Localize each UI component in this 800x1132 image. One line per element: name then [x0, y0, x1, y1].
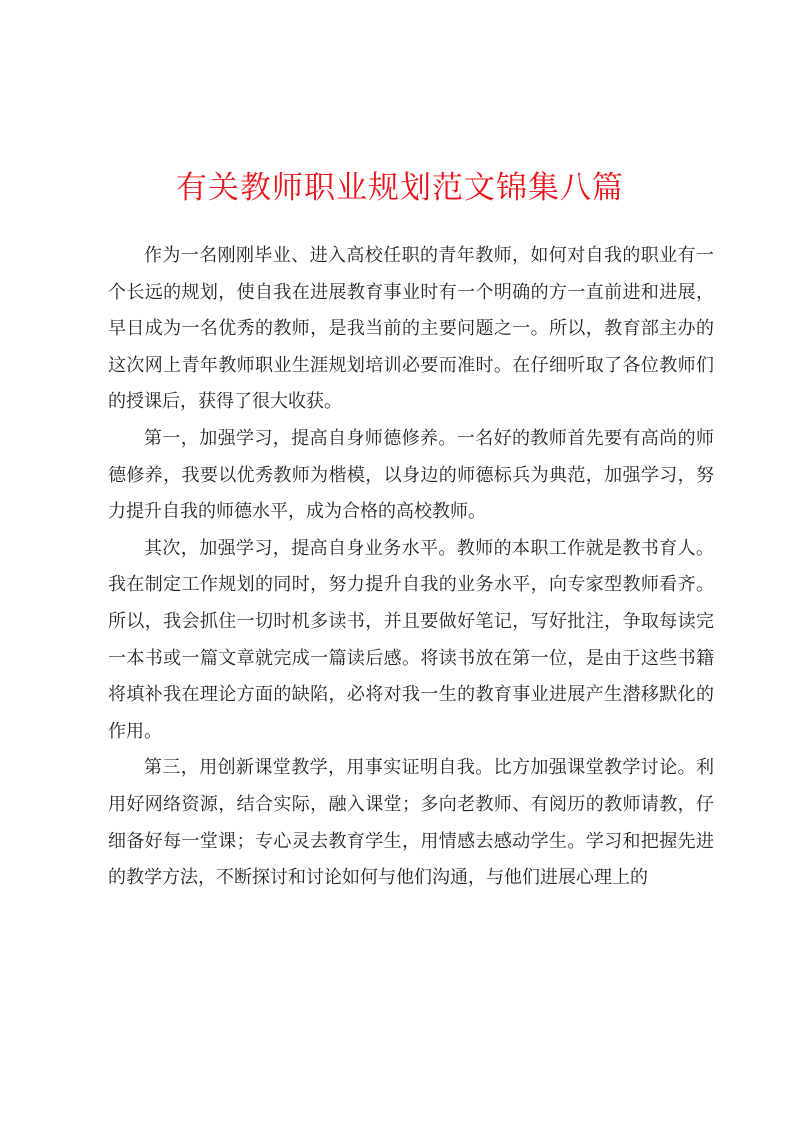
document-body — [108, 238, 714, 897]
paragraph-first-point: 第一，加强学习，提高自身师德修养。一名好的教师首先要有高尚的师德修养，我要以优秀教师为楷模，以身边的师德标兵为典范，加强学习，努力提升自我的师德水平，成为合格的高校教师。 — [108, 427, 714, 523]
paragraph-third-point: 第三，用创新课堂教学，用事实证明自我。比方加强课堂教学讨论。利用好网络资源，结合实际，融入课堂；多向老教师、有阅历的教师请教，仔细备好每一堂课；专心灵去教育学生，用情感去感动学生。学习和把握先进的教学方法，不断探讨和讨论如何与他们沟通，与他们进展心理上的 — [108, 757, 714, 889]
document-title: 有关教师职业规划范文锦集八篇 — [176, 170, 624, 206]
paragraph-second-point: 其次，加强学习，提高自身业务水平。教师的本职工作就是教书育人。我在制定工作规划的同时，努力提升自我的业务水平，向专家型教师看齐。所以，我会抓住一切时机多读书，并且要做好笔记，写好批注，争取每读完一本书或一篇文章就完成一篇读后感。将读书放在第一位，是由于这些书籍将填补我在理论方面的缺陷，必将对我一生的教育事业进展产生潜移默化的作用。 — [108, 537, 714, 742]
paragraph-intro: 作为一名刚刚毕业、进入高校任职的青年教师，如何对自我的职业有一个长远的规划，使自我在进展教育事业时有一个明确的方一直前进和进展，早日成为一名优秀的教师，是我当前的主要问题之一。所以，教育部主办的这次网上青年教师职业生涯规划培训必要而准时。在仔细听取了各位教师们的授课后，获得了很大收获。 — [108, 245, 714, 413]
